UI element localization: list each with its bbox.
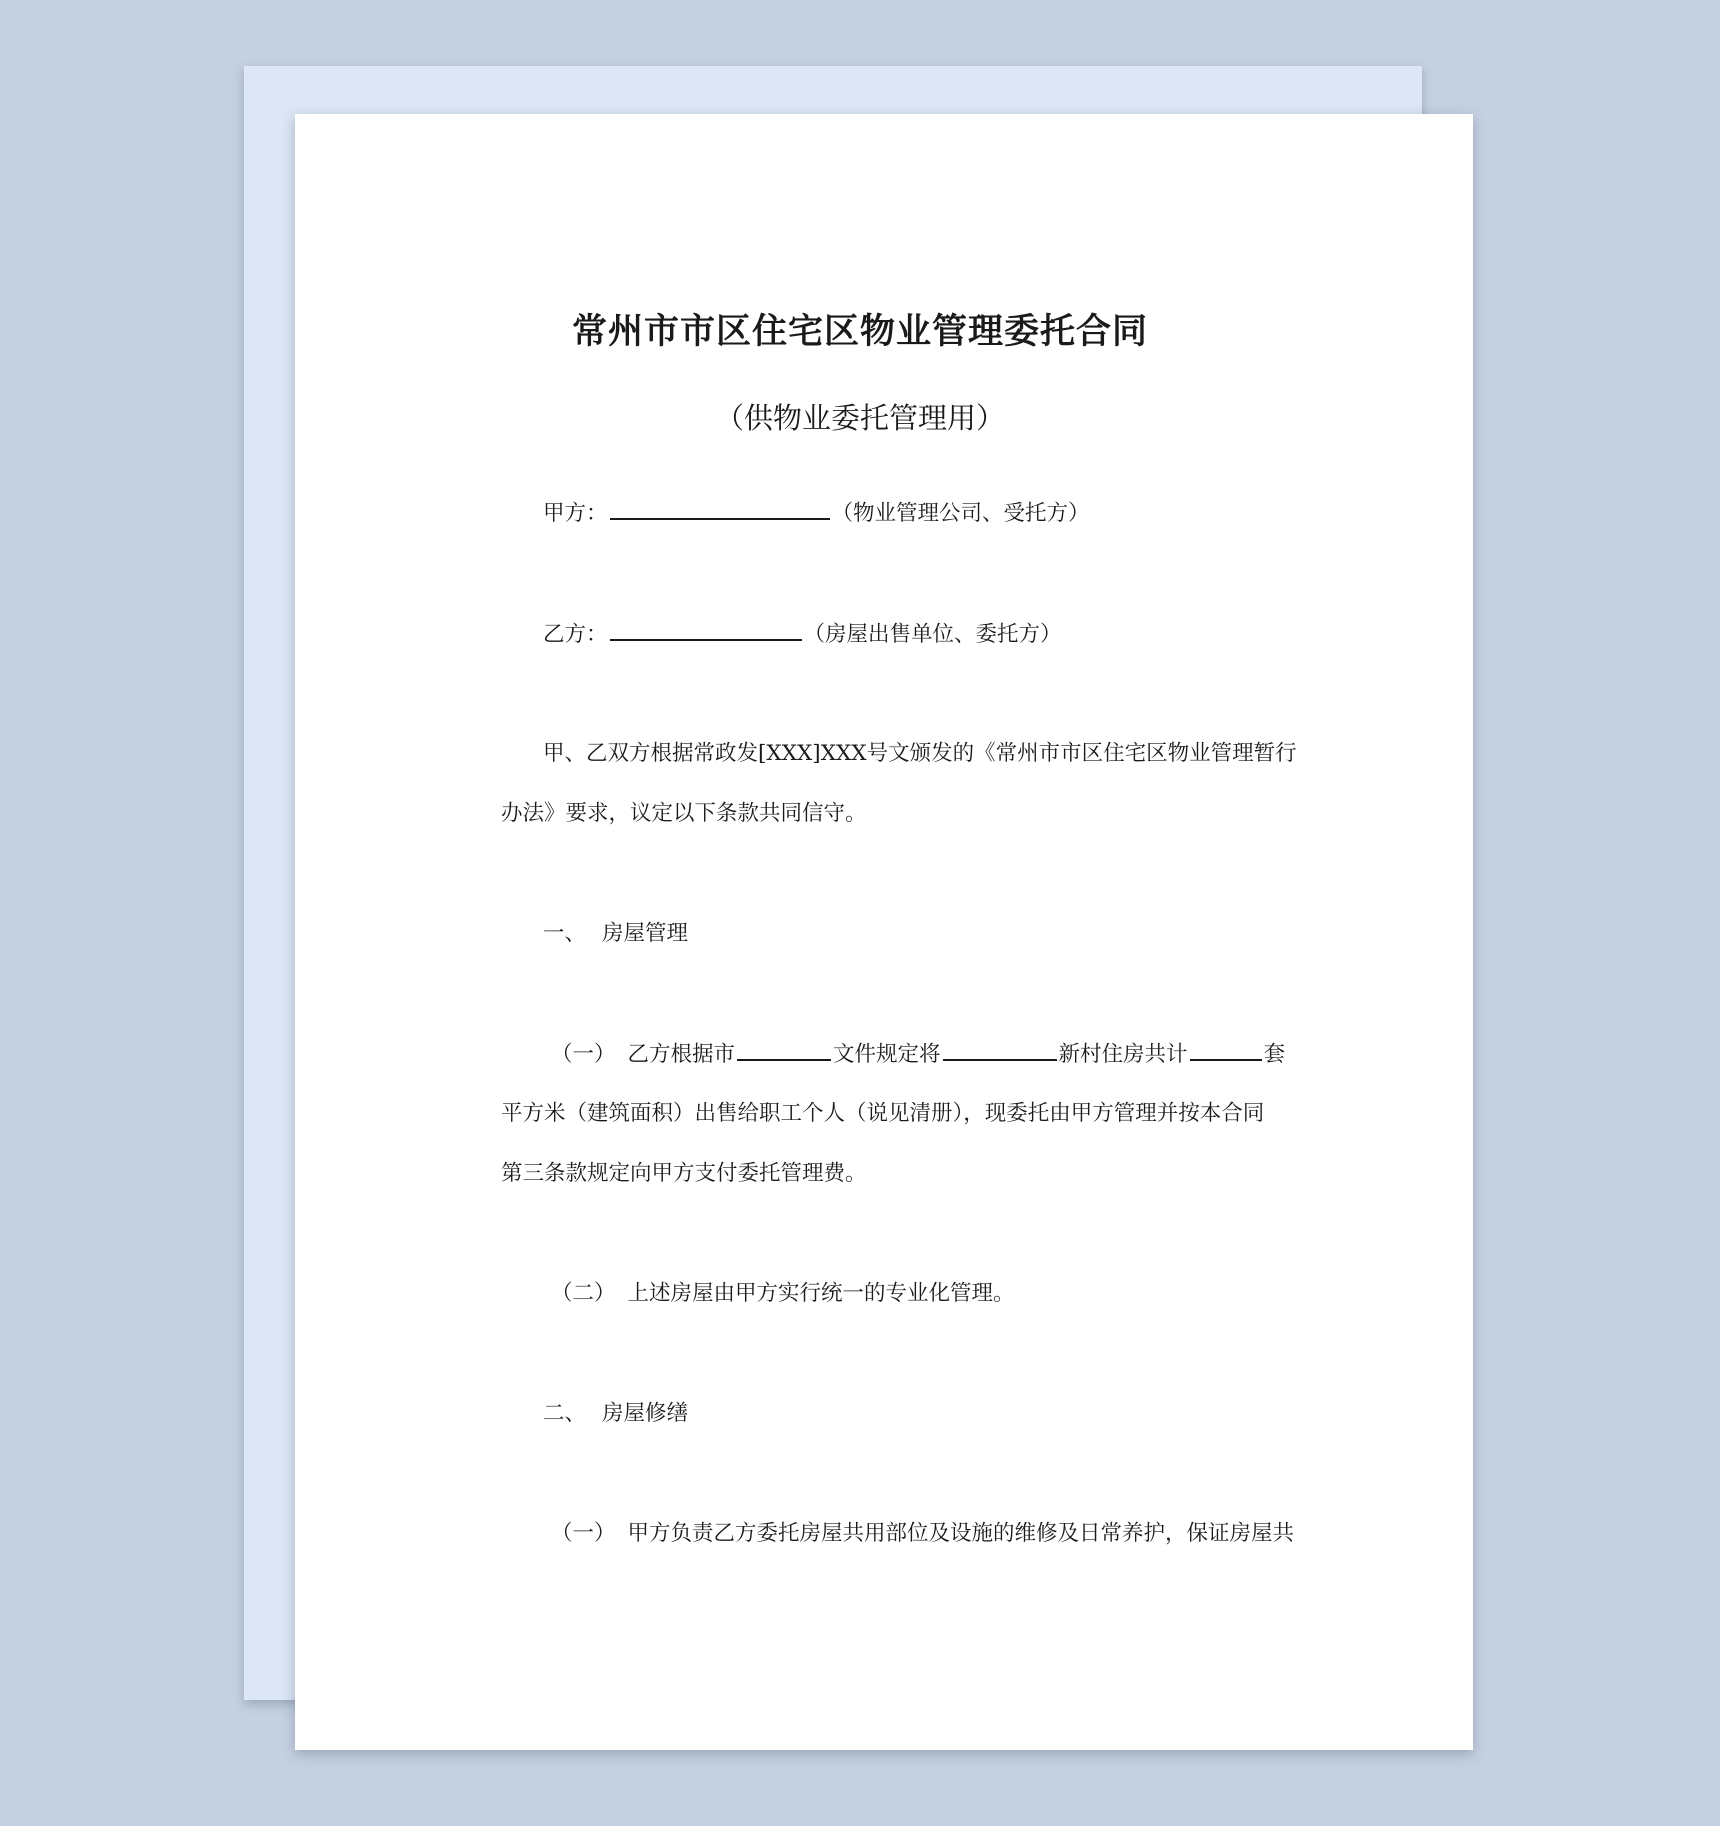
preamble-line-1: 甲、乙双方根据常政发[XXX]XXX号文颁发的《常州市市区住宅区物业管理暂行 bbox=[543, 741, 1297, 766]
party-a-label: 甲方： bbox=[543, 501, 608, 526]
section-2-heading bbox=[543, 1397, 1323, 1431]
item-text: 新村住房共计 bbox=[1058, 1042, 1188, 1067]
item-text: 乙方根据市 bbox=[627, 1042, 736, 1067]
party-a-note: （物业管理公司、受托方） bbox=[831, 501, 1090, 526]
document-subtitle: （供物业委托管理用） bbox=[714, 401, 1005, 435]
count-blank bbox=[1190, 1037, 1262, 1061]
section-2-title: 房屋修缮 bbox=[602, 1401, 689, 1426]
section-2-item-1 bbox=[551, 1517, 1331, 1551]
section-1-item-2 bbox=[551, 1277, 1331, 1311]
party-a-line bbox=[543, 496, 1323, 531]
item-number: （一） bbox=[551, 1521, 616, 1546]
party-b-note: （房屋出售单位、委托方） bbox=[803, 622, 1062, 647]
preamble-line-2: 办法》要求，议定以下条款共同信守。 bbox=[501, 801, 867, 826]
item-text: 甲方负责乙方委托房屋共用部位及设施的维修及日常养护，保证房屋共 bbox=[627, 1521, 1295, 1546]
document-title: 常州市市区住宅区物业管理委托合同 bbox=[571, 312, 1148, 352]
estate-blank bbox=[943, 1037, 1057, 1061]
party-a-blank bbox=[610, 496, 830, 520]
section-1-heading bbox=[543, 917, 1323, 951]
item-number: （一） bbox=[551, 1042, 616, 1067]
section-1-title: 房屋管理 bbox=[602, 921, 689, 946]
section-1-item-1-line-3: 第三条款规定向甲方支付委托管理费。 bbox=[501, 1161, 867, 1186]
section-1-item-1-line-2: 平方米（建筑面积）出售给职工个人（说见清册），现委托由甲方管理并按本合同 bbox=[501, 1101, 1265, 1126]
party-b-blank bbox=[610, 617, 802, 641]
section-1-number: 一、 bbox=[543, 921, 587, 946]
item-text: 文件规定将 bbox=[833, 1042, 941, 1067]
party-b-line bbox=[543, 617, 1323, 652]
section-1-item-1-line-1 bbox=[551, 1037, 1331, 1072]
section-2-number: 二、 bbox=[543, 1401, 587, 1426]
item-text: 上述房屋由甲方实行统一的专业化管理。 bbox=[627, 1281, 1015, 1306]
party-b-label: 乙方： bbox=[543, 622, 608, 647]
item-text: 套 bbox=[1263, 1042, 1286, 1067]
item-number: （二） bbox=[551, 1281, 616, 1306]
city-blank bbox=[737, 1037, 831, 1061]
